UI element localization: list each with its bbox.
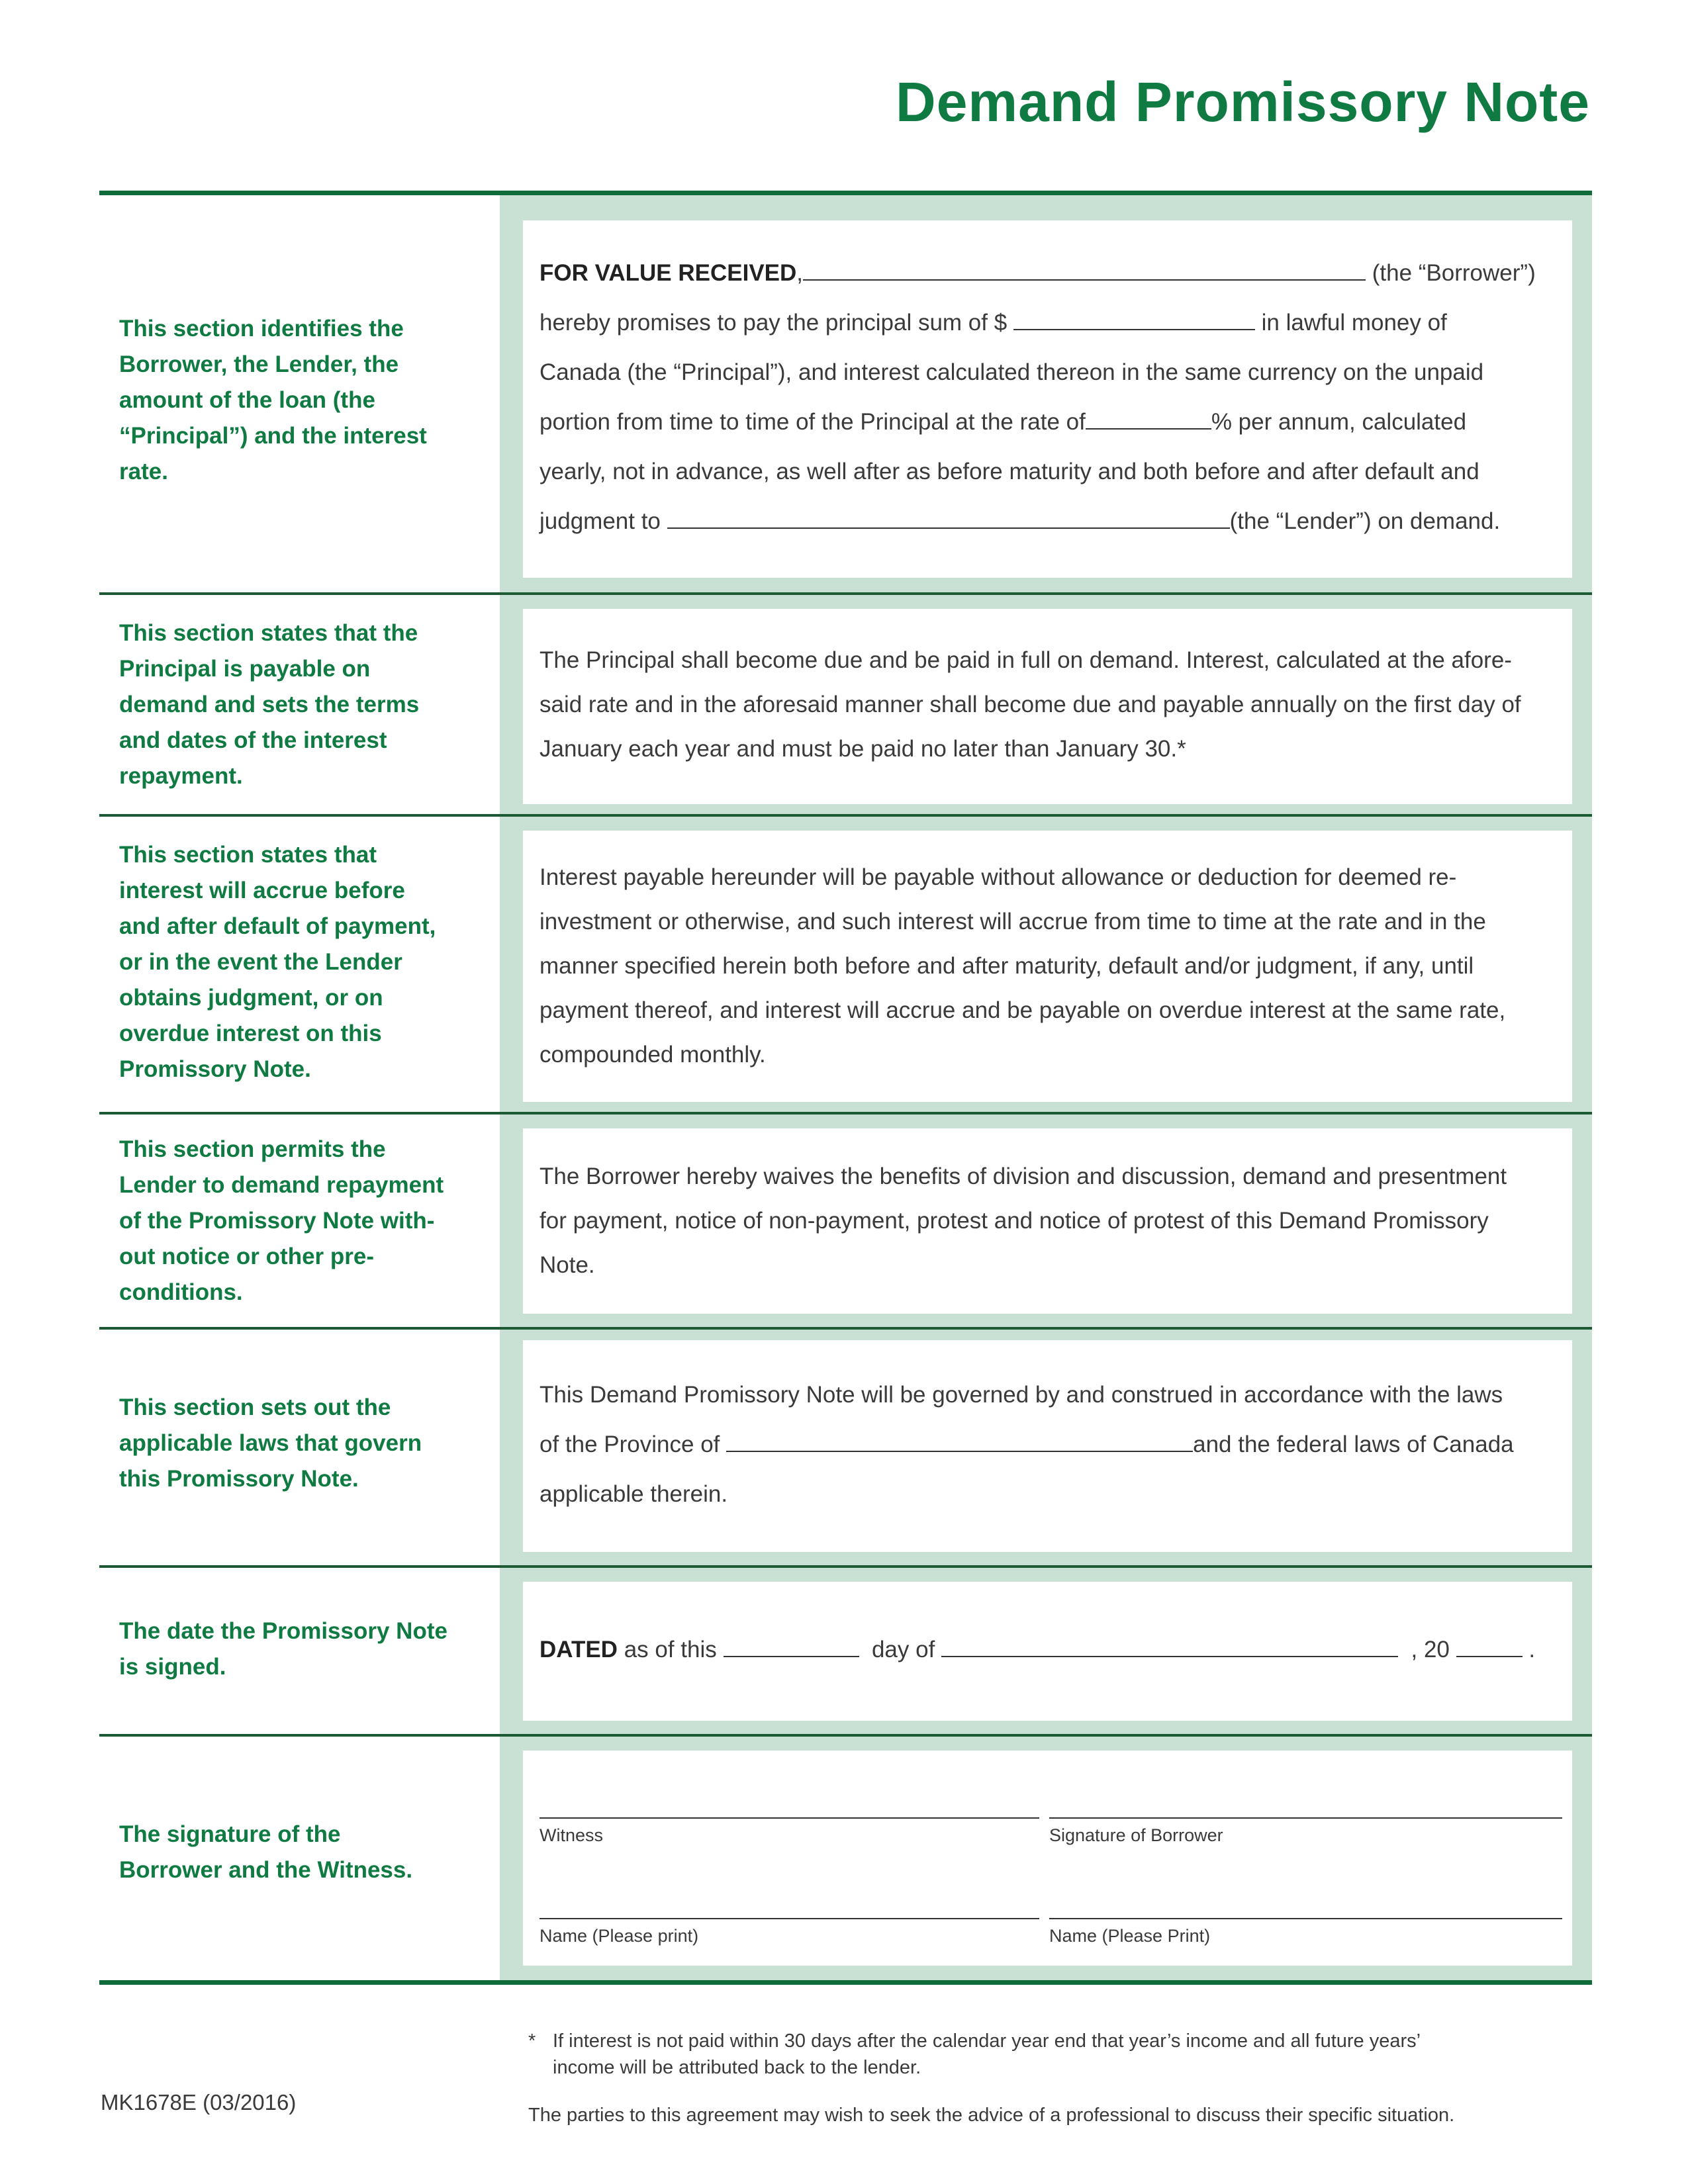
section-divider — [99, 592, 1592, 595]
section-label: This section identifies the Borrower, the Lender, the amount of the loan (the “Principal”) and the interest rate. — [119, 316, 427, 484]
interest-rate-field[interactable] — [1086, 410, 1211, 430]
month-field[interactable] — [941, 1637, 1398, 1657]
clause-text-line: January each year and must be paid no later than January 30.* — [539, 736, 1186, 762]
principal-amount-field[interactable] — [1013, 310, 1255, 330]
section-label: The signature of the Borrower and the Witness. — [119, 1821, 413, 1883]
witness-signature-line[interactable] — [539, 1817, 1039, 1819]
section-label: This section states that the Principal is payable on demand and sets the terms and dates of the interest repayment. — [119, 620, 420, 789]
section-divider — [99, 1112, 1592, 1115]
value-received-line: FOR VALUE RECEIVED, (the “Borrower”) — [539, 260, 1536, 286]
province-field[interactable] — [726, 1432, 1193, 1452]
section-label: This section permits the Lender to demand repayment of the Promissory Note with- out notice or other pre- conditions. — [119, 1136, 444, 1305]
clause-text-line: compounded monthly. — [539, 1042, 766, 1068]
witness-caption: Witness — [539, 1825, 604, 1845]
top-rule — [99, 191, 1592, 195]
bottom-rule — [99, 1980, 1592, 1985]
borrower-name-field[interactable] — [803, 261, 1366, 281]
rate-line: portion from time to time of the Principal at the rate of % per annum, calculated — [539, 409, 1467, 435]
footnote-line: If interest is not paid within 30 days after the calendar year end that year’s income and all future years’ — [553, 2030, 1421, 2052]
lender-name-field[interactable] — [667, 509, 1230, 529]
section-divider — [99, 1327, 1592, 1330]
clause-text-line: applicable therein. — [539, 1481, 728, 1507]
witness-name-line[interactable] — [539, 1918, 1039, 1919]
section-label: This section states that interest will accrue before and after default of payment, or in the event the Lender obtains judgment, or on overdue interest on this Promissory Note. — [119, 842, 436, 1082]
clause-text-line: payment thereof, and interest will accrue and be payable on overdue interest at the same rate, — [539, 997, 1506, 1023]
section-divider — [99, 814, 1592, 817]
province-line: of the Province of and the federal laws of Canada — [539, 1432, 1514, 1457]
maturity-text-line: yearly, not in advance, as well after as before maturity and both before and after default and — [539, 459, 1479, 484]
principal-line: hereby promises to pay the principal sum of $ in lawful money of — [539, 310, 1447, 336]
section-divider — [99, 1565, 1592, 1568]
clause-text-line: for payment, notice of non-payment, protest and notice of protest of this Demand Promissory — [539, 1208, 1489, 1234]
page-title: Demand Promissory Note — [896, 71, 1590, 133]
clause-text-line: said rate and in the aforesaid manner shall become due and payable annually on the first day of — [539, 692, 1521, 717]
section-label: The date the Promissory Note is signed. — [119, 1618, 447, 1680]
dated-line: DATED as of this day of , 20 . — [539, 1637, 1536, 1662]
borrower-signature-caption: Signature of Borrower — [1049, 1825, 1223, 1845]
section-divider — [99, 1734, 1592, 1737]
clause-text-line: investment or otherwise, and such interest will accrue from time to time at the rate and in the — [539, 909, 1486, 934]
footnote-line: income will be attributed back to the lender. — [553, 2057, 921, 2078]
borrower-name-caption: Name (Please Print) — [1049, 1926, 1211, 1946]
lender-line: judgment to (the “Lender”) on demand. — [539, 508, 1501, 534]
day-field[interactable] — [724, 1637, 859, 1657]
clause-text-line: The Principal shall become due and be paid in full on demand. Interest, calculated at the afore- — [539, 647, 1512, 673]
section-label: This section sets out the applicable laws that govern this Promissory Note. — [119, 1394, 422, 1492]
year-field[interactable] — [1456, 1637, 1523, 1657]
borrower-name-line[interactable] — [1049, 1918, 1562, 1919]
principal-text-line: Canada (the “Principal”), and interest calculated thereon in the same currency on the unpaid — [539, 359, 1484, 385]
clause-text-line: manner specified herein both before and after maturity, default and/or judgment, if any, until — [539, 953, 1474, 979]
borrower-signature-line[interactable] — [1049, 1817, 1562, 1819]
witness-name-caption: Name (Please print) — [539, 1926, 699, 1946]
clause-text-line: Interest payable hereunder will be payable without allowance or deduction for deemed re- — [539, 864, 1457, 890]
advice-note: The parties to this agreement may wish to seek the advice of a professional to discuss their specific situation. — [528, 2105, 1455, 2126]
footnote-marker: * — [528, 2030, 536, 2052]
clause-text-line: The Borrower hereby waives the benefits of division and discussion, demand and presentment — [539, 1163, 1507, 1189]
clause-text-line: This Demand Promissory Note will be governed by and construed in accordance with the laws — [539, 1382, 1503, 1408]
clause-text-line: Note. — [539, 1252, 595, 1278]
form-code: MK1678E (03/2016) — [101, 2090, 297, 2115]
